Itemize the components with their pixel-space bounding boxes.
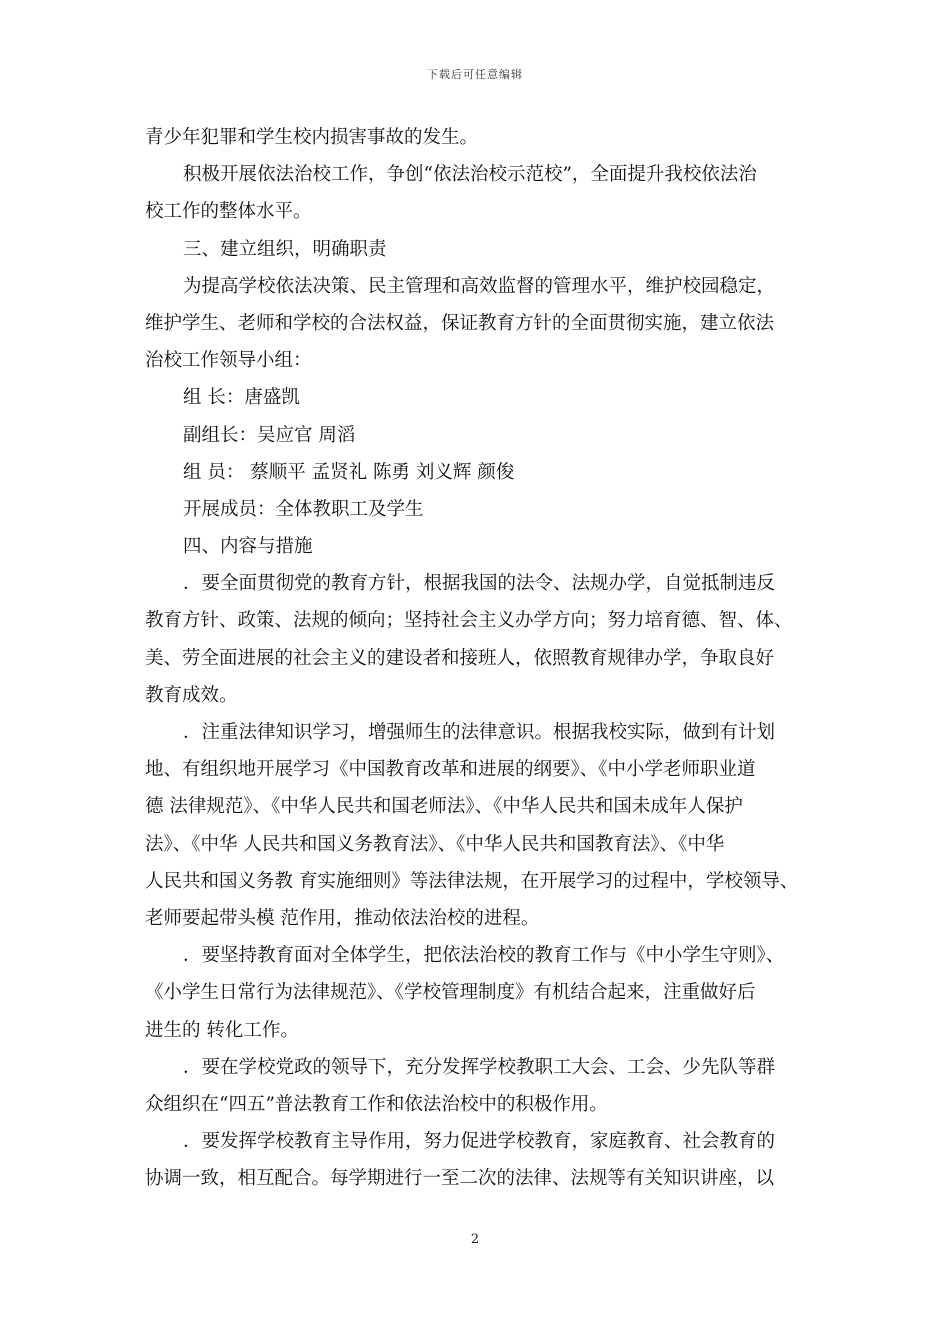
text-line: ．要发挥学校教育主导作用，努力促进学校教育，家庭教育、社会教育的 <box>183 1131 776 1153</box>
text-line: 众组织在“四五”普法教育工作和依法治校中的积极作用。 <box>145 1093 608 1115</box>
text-line: 教育成效。 <box>145 684 238 706</box>
text-line: 美、劳全面进展的社会主义的建设者和接班人，依照教育规律办学，争取良好 <box>145 647 775 669</box>
text-line: 德 法律规范》、《中华人民共和国老师法》、《中华人民共和国未成年人保护 <box>145 796 743 818</box>
section-heading: 四、内容与措施 <box>183 536 313 558</box>
text-line: 积极开展依法治校工作，争创“依法治校示范校”，全面提升我校依法治 <box>183 164 757 186</box>
text-line: ．要在学校党政的领导下，充分发挥学校教职工大会、工会、少先队等群 <box>183 1056 776 1078</box>
text-line: 开展成员：全体教职工及学生 <box>183 498 424 520</box>
section-heading: 三、建立组织，明确职责 <box>183 238 387 260</box>
text-line: 青少年犯罪和学生校内损害事故的发生。 <box>145 127 479 148</box>
text-line: 协调一致，相互配合。每学期进行一至二次的法律、法规等有关知识讲座，以 <box>145 1168 775 1190</box>
text-line: ．要全面贯彻党的教育方针，根据我国的法令、法规办学，自觉抵制违反 <box>183 573 776 595</box>
text-line: 地、有组织地开展学习《中国教育改革和进展的纲要》、《中小学老师职业道 <box>145 759 756 781</box>
text-line: 治校工作领导小组： <box>145 350 312 372</box>
text-line: 教育方针、政策、法规的倾向；坚持社会主义办学方向；努力培育德、智、体、 <box>145 610 793 632</box>
text-line: 进生的 转化工作。 <box>145 1019 299 1041</box>
text-line: 组 员： 蔡顺平 孟贤礼 陈勇 刘义辉 颜俊 <box>183 461 515 483</box>
text-line: 副组长：吴应官 周滔 <box>183 424 356 446</box>
text-line: 为提高学校依法决策、民主管理和高效监督的管理水平，维护校园稳定， <box>183 275 776 297</box>
body-text <box>145 119 813 1197</box>
page-number: 2 <box>470 1232 480 1247</box>
text-line: 人民共和国义务教 育实施细则》等法律法规，在开展学习的过程中，学校领导、 <box>145 870 799 892</box>
text-line: 组 长：唐盛凯 <box>183 387 300 409</box>
text-line: 校工作的整体水平。 <box>145 201 312 223</box>
text-line: 法》、《中华 人民共和国义务教育法》、《中华人民共和国教育法》、《中华 <box>145 833 725 855</box>
page-header: 下载后可任意编辑 <box>427 68 523 81</box>
text-line: 维护学生、老师和学校的合法权益，保证教育方针的全面贯彻实施，建立依法 <box>145 312 775 334</box>
text-line: 《小学生日常行为法律规范》、《学校管理制度》有机结合起来，注重做好后 <box>145 982 756 1004</box>
text-line: 老师要起带头模 范作用，推动依法治校的进程。 <box>145 907 540 929</box>
text-line: ．注重法律知识学习，增强师生的法律意识。根据我校实际，做到有计划 <box>183 722 776 743</box>
text-line: ．要坚持教育面对全体学生，把依法治校的教育工作与《中小学生守则》、 <box>183 945 785 967</box>
